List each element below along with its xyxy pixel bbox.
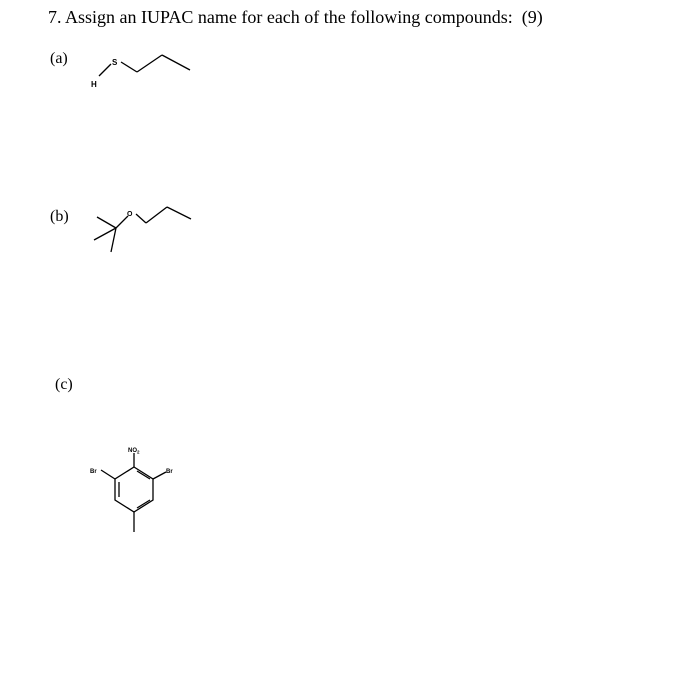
bond-o-c1	[136, 214, 146, 223]
bond-h-s	[99, 64, 111, 76]
atom-br-left: Br	[90, 469, 97, 475]
bond-s-c1	[121, 62, 137, 72]
molecule-c	[101, 453, 166, 532]
double-bond-bottom-right	[137, 500, 150, 508]
bond-methyl-3	[111, 228, 116, 252]
subscript-2: 2	[137, 449, 140, 455]
atom-br-right: Br	[166, 469, 173, 475]
group-no2	[128, 448, 140, 455]
bond-c1-c2	[146, 207, 167, 223]
bond-methyl-1	[97, 217, 116, 228]
atom-no: NO	[128, 448, 137, 454]
atom-o: O	[127, 211, 133, 218]
bond-c2-c3	[167, 207, 191, 219]
part-a-label: (a)	[50, 50, 68, 67]
atom-s: S	[112, 58, 118, 67]
double-bond-top-right	[137, 471, 150, 479]
bond-ring-br-left	[101, 470, 115, 479]
bond-ring-br-right	[153, 472, 166, 479]
question-text: 7. Assign an IUPAC name for each of the following compounds:	[48, 7, 513, 27]
molecule-b	[94, 207, 191, 252]
bond-c2-c3	[162, 55, 190, 70]
bond-methyl-2	[94, 228, 116, 240]
part-c-label: (c)	[55, 376, 73, 393]
benzene-ring	[115, 467, 153, 512]
bond-c1-c2	[137, 55, 162, 72]
question-points: (9)	[521, 7, 543, 27]
part-b-label: (b)	[50, 208, 69, 225]
atom-h: H	[91, 80, 97, 89]
